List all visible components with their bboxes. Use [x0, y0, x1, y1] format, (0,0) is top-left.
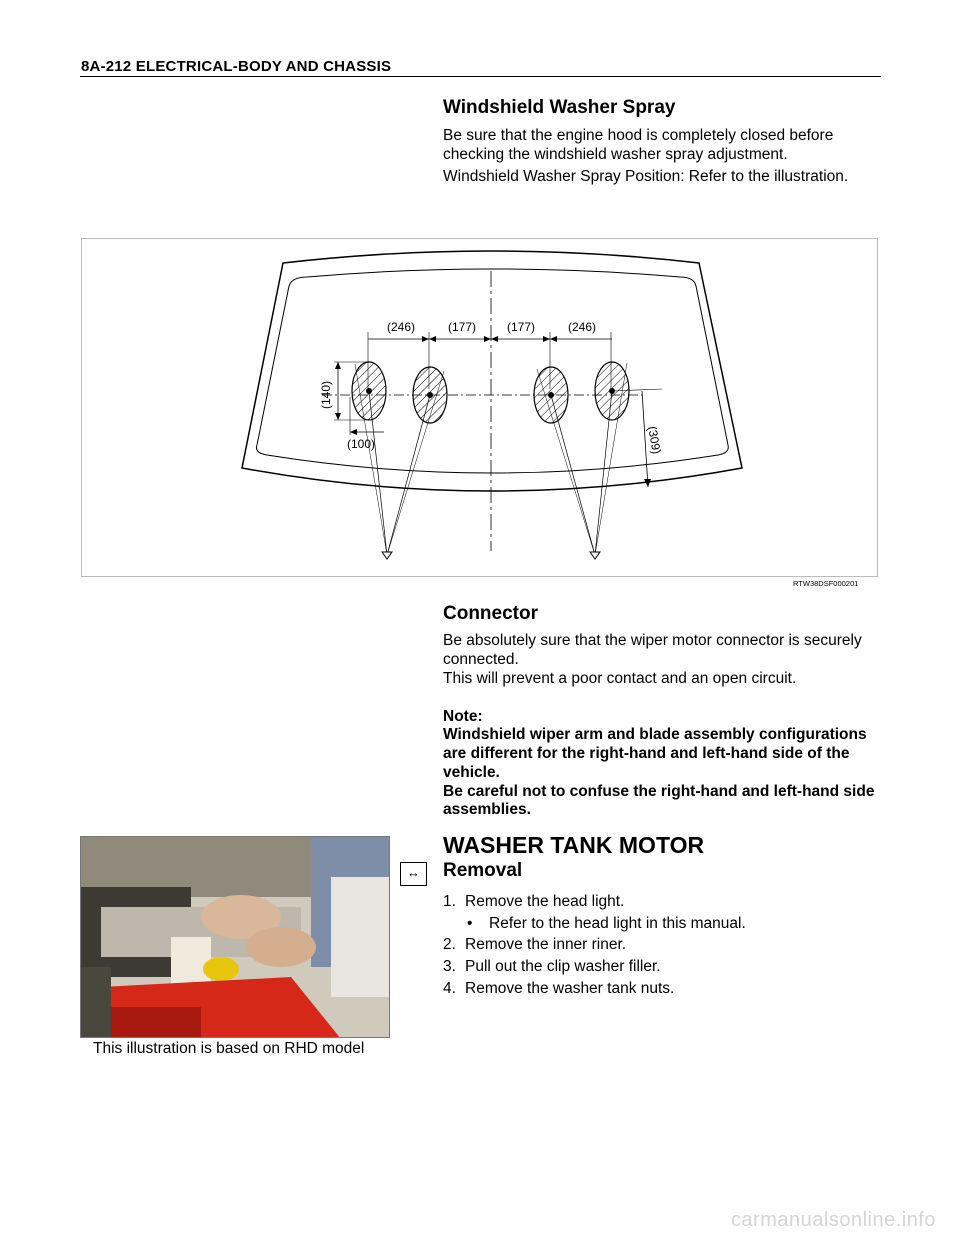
- dim-label-2: (177): [448, 320, 477, 334]
- note-line-5: assemblies.: [443, 801, 531, 818]
- connector-line-1: Be absolutely sure that the wiper motor connector is securely: [443, 632, 862, 649]
- step-number: 1.: [443, 893, 456, 910]
- step-4: [443, 979, 674, 998]
- note-label: Note:: [443, 708, 483, 725]
- spray-para-line-1: Be sure that the engine hood is completely closed before: [443, 127, 834, 144]
- figure-code: RTW38DSF000201: [793, 579, 859, 588]
- step-1: [443, 892, 624, 911]
- dim-label-3: (177): [507, 320, 536, 334]
- heading-windshield-washer-spray: Windshield Washer Spray: [443, 97, 676, 118]
- spray-position-text: Windshield Washer Spray Position: Refer to the illustration.: [443, 168, 849, 185]
- photo-caption: This illustration is based on RHD model: [93, 1040, 365, 1057]
- note-line-2: are different for the right-hand and left-hand side of the: [443, 745, 850, 762]
- heading-connector: Connector: [443, 603, 538, 624]
- note-line-4: Be careful not to confuse the right-hand and left-hand side: [443, 783, 875, 800]
- bullet-icon: •: [467, 915, 473, 932]
- step-number: 3.: [443, 958, 456, 975]
- windshield-outer: [242, 251, 742, 491]
- step-number: 4.: [443, 980, 456, 997]
- page-header: 8A-212 ELECTRICAL-BODY AND CHASSIS: [81, 58, 392, 75]
- step-text: Pull out the clip washer filler.: [465, 958, 661, 975]
- dim-label-height: (140): [319, 380, 333, 409]
- dim-label-4: (246): [568, 320, 597, 334]
- removal-icon: ↔: [400, 862, 427, 886]
- dim-label-width: (100): [347, 437, 376, 451]
- connector-line-3: This will prevent a poor contact and an open circuit.: [443, 670, 797, 687]
- connector-line-2: connected.: [443, 651, 519, 668]
- heading-washer-tank-motor: WASHER TANK MOTOR: [443, 832, 705, 858]
- note-line-1: Windshield wiper arm and blade assembly configurations: [443, 726, 867, 743]
- step-text: Refer to the head light in this manual.: [489, 915, 746, 932]
- step-text: Remove the inner riner.: [465, 936, 627, 953]
- dim-label-1: (246): [387, 320, 416, 334]
- note-line-3: vehicle.: [443, 764, 500, 781]
- step-3: [443, 957, 661, 976]
- right-nozzle-icon: [590, 552, 600, 559]
- step-text: Remove the washer tank nuts.: [465, 980, 675, 997]
- step-text: Remove the head light.: [465, 893, 625, 910]
- watermark: carmanualsonline.info: [730, 1209, 936, 1231]
- step-bullet: [467, 914, 746, 933]
- washer-tank-photo: [80, 836, 390, 1038]
- dim-label-depth: (309): [645, 425, 664, 456]
- step-2: [443, 935, 626, 954]
- windshield-spray-diagram: [81, 238, 878, 577]
- left-nozzle-icon: [382, 552, 392, 559]
- heading-removal: Removal: [443, 860, 523, 881]
- step-number: 2.: [443, 936, 456, 953]
- header-rule: [80, 76, 881, 77]
- spray-para-line-2: checking the windshield washer spray adjustment.: [443, 146, 788, 163]
